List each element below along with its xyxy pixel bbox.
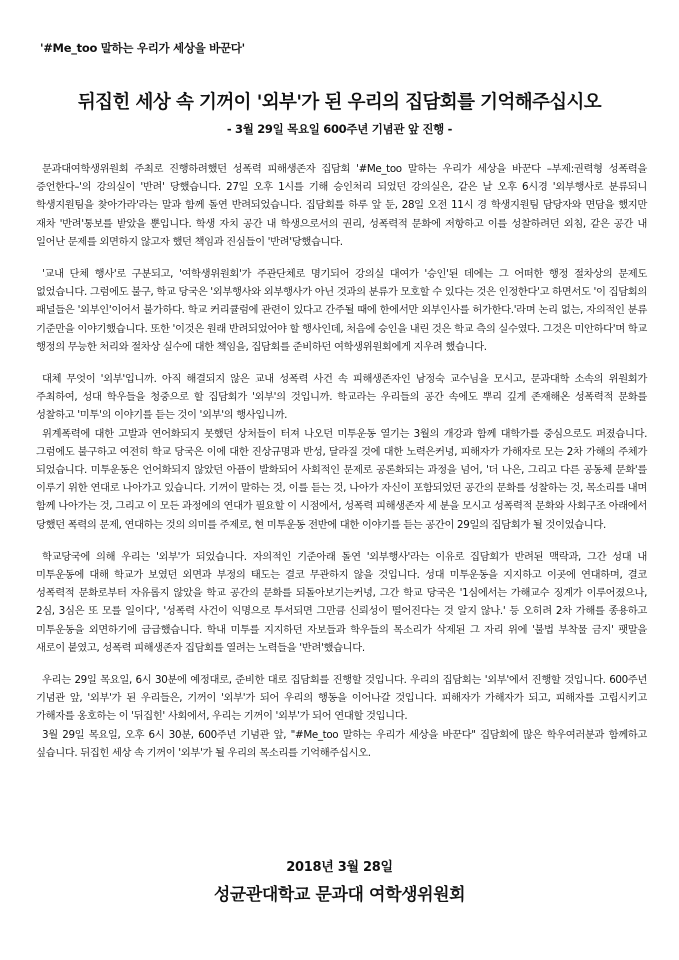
paragraph-6: 우리는 29일 목요일, 6시 30분에 예정대로, 준비한 대로 집담회를 진행할 것입니다. 우리의 집담회는 '외부'에서 진행할 것입니다. 600주년 기념관 앞, '외부'가 된 우리들은, 기꺼이 '외부'가 되어 우리의 행동을 이어나갈 것입니다. 피해자가 가해자가 되고, 피해자를 고립시키고 가해자를 옹호하는 이 '뒤집힌' 사회에서, 우리는 기꺼이 '외부'가 되어 연대할 것입니다. [36,674,647,723]
paragraph-7: 3월 29일 목요일, 오후 6시 30분, 600주년 기념관 앞, "#Me_too 말하는 우리가 세상을 바꾼다" 집담회에 많은 학우여러분과 함께하고 싶습니다. 뒤집힌 세상 속 기꺼이 '외부'가 될 우리의 목소리를 기억해주십시오. [36,728,647,759]
document-title: 뒤집힌 세상 속 기꺼이 '외부'가 된 우리의 집담회를 기억해주십시오 [77,92,602,113]
paragraph-4: 위계폭력에 대한 고발과 연어화되지 못했던 상처들이 터져 나오던 미투운동 열기는 3월의 개강과 함께 대학가를 중심으로도 퍼졌습니다. 그럼에도 불구하고 여전히 학교 당국은 이에 대한 진상규명과 반성, 달라질 것에 대한 노력은커녕, 피해자가 가해자로 모는 2차 가해의 주체가 되었습니다. 미투운동은 언어화되지 않았던 아픔이 발화되어 사회적인 문제로 공론화되는 과정을 넘어, '더 나은, 그리고 다른 공동체 문화'를 이루기 위한 연대로 나아가고 있습니다. 기꺼이 말하는 것, 이를 듣는 것, 나아가 자신이 포함되었던 공간의 문화를 성찰하는 것, 목소리를 내며 함께 나아가는 것, 그리고 이 모든 과정에의 연대가 필요할 이 시점에서, 성폭력 피해생존자 세 분을 모시고 성폭력적 문화와 사회구조 아래에서 당했던 폭력의 문제, 연대하는 것의 의미를 주제로, 현 미투운동 전반에 대한 이야기를 듣는 공간이 29일의 집담회가 될 것이었습니다. [36,427,647,531]
paragraph-2: '교내 단체 행사'로 구분되고, '여학생위원회'가 주관단체로 명기되어 강의실 대여가 '승인'된 데에는 그 어떠한 행정 절차상의 문제도 없었습니다. 그럼에도 불구, 학교 당국은 '외부행사와 외부행사가 아닌 것과의 분류가 모호할 수 있다는 것은 인정한다'고 하면서도 '이 집담회의 패널들은 '외부인'이어서 불가하다. 학교 커리큘럼에 관련이 있다고 간주될 때에 한에서만 외부인사를 허가한다.'라며 논리 없는, 자의적인 분류 기준만을 이야기했습니다. 또한 '이것은 원래 반려되었어야 할 행사인데, 처음에 승인을 내린 것은 학교 측의 실수였다. 그것은 미안하다'며 학교 행정의 무능한 처리와 절차상 실수에 대한 책임을, 집담회를 준비하던 여학생위원회에게 지우려 했습니다. [36,268,647,353]
organization-signature: 성균관대학교 문과대 여학생위원회 [213,885,466,905]
header-tagline: '#Me_too 말하는 우리가 세상을 바꾼다' [40,41,245,55]
document-body [36,160,647,762]
document-date: 2018년 3월 28일 [286,860,393,875]
paragraph-5: 학교당국에 의해 우리는 '외부'가 되었습니다. 자의적인 기준아래 돌연 '외부행사'라는 이유로 집담회가 반려된 맥락과, 그간 성대 내 미투운동에 대해 학교가 보였던 외면과 부정의 태도는 결코 무관하지 않을 것입니다. 성대 미투운동을 지지하고 이곳에 연대하며, 결코 성폭력적 문화로부터 자유롭지 않았을 학교 공간의 문화를 되돌아보기는커녕, 그간 학교 당국은 '1심에서는 가해교수 징계가 이루어졌으나, 2심, 3심은 또 모를 일이다', '성폭력 사건이 익명으로 투서되면 그만큼 신뢰성이 떨어진다는 것 알지 않나.' 등 오히려 2차 가해를 종용하고 미투운동을 외면하기에 급급했습니다. 학내 미투를 지지하던 자보들과 학우들의 목소리가 삭제된 그 자리 위에 '불법 부착물 금지' 팻말을 새로이 붙였고, 성폭력 피해생존자 집담회를 열려는 노력들을 '반려'했습니다. [36,550,647,654]
paragraph-3: 대체 무엇이 '외부'입니까. 아직 해결되지 않은 교내 성폭력 사건 속 피해생존자인 남정숙 교수님을 모시고, 문과대학 소속의 위원회가 주최하여, 성대 학우들을 청중으로 할 집담회가 '외부'의 것입니까. 학교라는 우리들의 공간 속에도 뿌리 깊게 존재해온 성폭력적 문화를 성찰하고 '미투'의 이야기를 듣는 것이 '외부'의 행사입니까. [36,373,647,422]
paragraph-1: 문과대여학생위원회 주최로 진행하려했던 성폭력 피해생존자 집담회 '#Me_too 말하는 우리가 세상을 바꾼다 –부제:권력형 성폭력을 증언한다–'의 강의실이 '반려' 당했습니다. 27일 오후 1시를 기해 승인처리 되었던 강의실은, 같은 날 오후 6시경 '외부행사로 분류되니 학생지원팀을 찾아가라'라는 말과 함께 돌연 반려되었습니다. 집담회를 하루 앞 둔, 28일 오전 11시 경 학생지원팀 담당자와 면담을 했지만 재차 '반려'통보를 받았을 뿐입니다. 학생 자치 공간 내 학생으로서의 권리, 성폭력적 문화에 저항하고 이를 성찰하려던 외침, 같은 공간 내 일어난 문제를 외면하지 않고자 했던 책임과 진심들이 '반려'당했습니다. [36,163,647,248]
document-subtitle: - 3월 29일 목요일 600주년 기념관 앞 진행 - [226,122,453,136]
